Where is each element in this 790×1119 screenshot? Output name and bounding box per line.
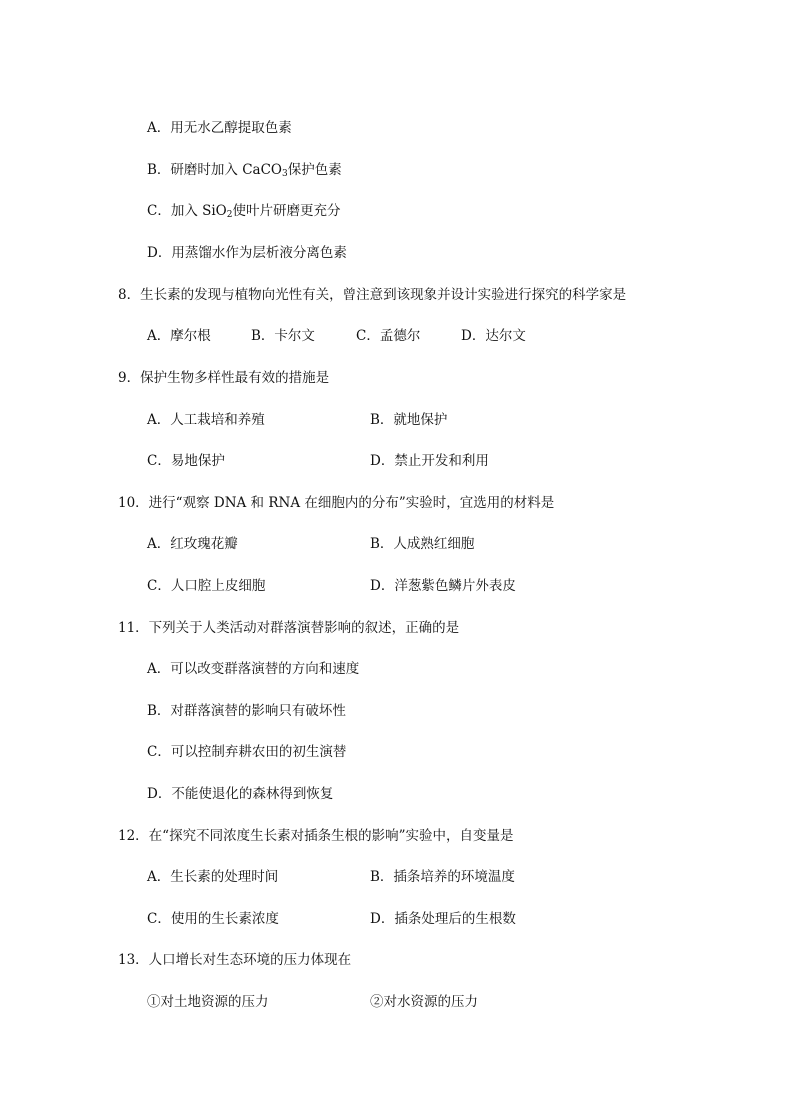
q11-option-c: C．可以控制弃耕农田的初生演替 <box>147 744 347 760</box>
q9-option-a: A．人工栽培和养殖 <box>147 412 265 428</box>
q7-option-c-post: 使叶片研磨更充分 <box>232 203 341 219</box>
q8-option-c: C．孟德尔 <box>356 328 421 344</box>
q11-stem: 11．下列关于人类活动对群落演替影响的叙述，正确的是 <box>118 620 460 636</box>
q12-option-c: C．使用的生长素浓度 <box>147 911 279 927</box>
q8-options <box>147 326 526 346</box>
q7-option-c-pre: C．加入 SiO <box>147 203 227 219</box>
q7-option-b-sub: 3 <box>282 169 288 179</box>
q11-option-a: A．可以改变群落演替的方向和速度 <box>147 661 360 677</box>
q8-stem: 8．生长素的发现与植物向光性有关，曾注意到该现象并设计实验进行探究的科学家是 <box>118 287 627 303</box>
q11-option-b: B．对群落演替的影响只有破坏性 <box>147 703 346 719</box>
q7-option-b-post: 保护色素 <box>287 162 342 178</box>
q10-option-d: D．洋葱紫色鳞片外表皮 <box>370 578 516 594</box>
q9-stem: 9．保护生物多样性最有效的措施是 <box>118 370 330 386</box>
q9-option-c: C．易地保护 <box>147 453 225 469</box>
q13-stem: 13．人口增长对生态环境的压力体现在 <box>118 952 352 968</box>
q8-option-d: D．达尔文 <box>461 328 526 344</box>
q10-stem: 10．进行“观察 DNA 和 RNA 在细胞内的分布”实验时，宜选用的材料是 <box>118 495 555 511</box>
q8-option-b: B．卡尔文 <box>251 328 315 344</box>
q13-item-1: ①对土地资源的压力 <box>147 994 269 1010</box>
q7-option-b <box>147 160 342 180</box>
q12-option-b: B．插条培养的环境温度 <box>370 869 515 885</box>
q12-stem: 12．在“探究不同浓度生长素对插条生根的影响”实验中，自变量是 <box>118 828 514 844</box>
q10-option-c: C．人口腔上皮细胞 <box>147 578 266 594</box>
q9-option-d: D．禁止开发和利用 <box>370 453 489 469</box>
q11-option-d: D．不能使退化的森林得到恢复 <box>147 786 334 802</box>
q7-option-a: A．用无水乙醇提取色素 <box>147 120 292 136</box>
q7-option-d: D．用蒸馏水作为层析液分离色素 <box>147 245 347 261</box>
q13-item-2: ②对水资源的压力 <box>370 994 478 1010</box>
q7-option-b-pre: B．研磨时加入 CaCO <box>147 162 282 178</box>
q10-option-b: B．人成熟红细胞 <box>370 536 475 552</box>
q7-option-c-sub: 2 <box>226 210 233 220</box>
q8-option-a: A．摩尔根 <box>147 328 211 344</box>
q9-option-b: B．就地保护 <box>370 412 448 428</box>
q10-option-a: A．红玫瑰花瓣 <box>147 536 238 552</box>
q7-option-c <box>147 201 341 221</box>
q12-option-a: A．生长素的处理时间 <box>147 869 279 885</box>
q12-option-d: D．插条处理后的生根数 <box>370 911 516 927</box>
